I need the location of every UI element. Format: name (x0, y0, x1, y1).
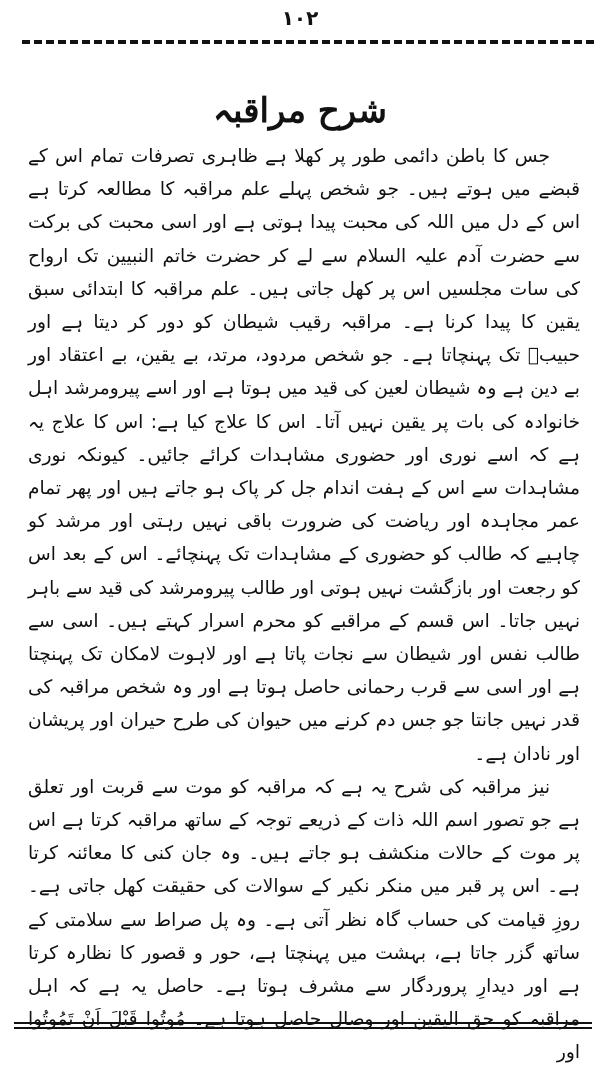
paragraph-2: نیز مراقبہ کی شرح یہ ہے کہ مراقبہ کو موت سے قربت اور تعلق ہے جو تصور اسم اللہ ذات کے ذریعے توجہ کے ساتھ مراقبہ کرتا ہے اس پر موت کے حالات منکشف ہو جاتے ہیں۔ وہ جان کنی کا معائنہ کرتا ہے۔ اس پر قبر میں منکر نکیر کے سوالات کی حقیقت کھل جاتی ہے۔ روزِ قیامت کی حساب گاہ نظر آتی ہے۔ وہ پل صراط سے سلامتی کے ساتھ گزر جاتا ہے، بہشت میں پہنچتا ہے، حور و قصور کا نظارہ کرتا ہے اور دیدارِ پروردگار سے مشرف ہوتا ہے۔ حاصل یہ ہے کہ اہل مراقبہ کو حق الیقین اور وصال حاصل ہوتا ہے۔ مُوتُوا قَبْلَ اَنْ تَمُوتُوا اور (28, 776, 580, 1064)
page-number: ۱۰۲ (281, 6, 319, 30)
header-rule (22, 40, 594, 44)
paragraph-1: جس کا باطن دائمی طور پر کھلا ہے ظاہری تصرفات تمام اس کے قبضے میں ہوتے ہیں۔ جو شخص پہلے علم مراقبہ کا مطالعہ کرتا ہے اس کے دل میں اللہ کی محبت پیدا ہوتی ہے اور اسی محبت کی برکت سے حضرت آدم علیہ السلام سے لے کر حضرت خاتم النبیین تک ارواح کی سات مجلسیں اس پر کھل جاتی ہیں۔ علم مراقبہ کا ابتدائی سبق یقین کا پیدا کرنا ہے۔ مراقبہ رقیب شیطان کو دور کر دیتا ہے اور حبیبؐ تک پہنچاتا ہے۔ جو شخص مردود، مرتد، بے یقین، بے اعتقاد اور بے دین ہے وہ شیطان لعین کی قید میں ہوتا ہے اور اسے پیرومرشد اہل خانوادہ کی بات پر یقین نہیں آتا۔ اس کا علاج کیا ہے: اس کا علاج یہ ہے کہ اسے نوری اور حضوری مشاہدات کرائے جائیں۔ کیونکہ نوری مشاہدات سے اس کے ہفت اندام جل کر پاک ہو جاتے ہیں اور پھر تمام عمر مجاہدہ اور ریاضت کی ضرورت باقی نہیں رہتی اور مرشد کو چاہیے کہ طالب کو حضوری کے مشاہدات تک پہنچائے۔ اس کے بعد اس کو رجعت اور بازگشت نہیں ہوتی اور طالب پیرومرشد کی قید سے باہر نہیں جاتا۔ اس قسم کے مراقبے کو محرم اسرار کہتے ہیں۔ اسی سے طالب نفس اور شیطان سے نجات پاتا ہے اور لاہوت لامکان تک پہنچتا ہے اور اسی سے قرب رحمانی حاصل ہوتا ہے اور وہ شخص مراقبہ کی قدر نہیں جانتا جو جس دم کرنے میں حیوان کی طرح حیران اور پریشان اور نادان ہے۔ (28, 146, 580, 765)
footer-rule (14, 1022, 592, 1029)
page-title: شرح مراقبہ (213, 90, 387, 131)
body-text (28, 140, 580, 1064)
